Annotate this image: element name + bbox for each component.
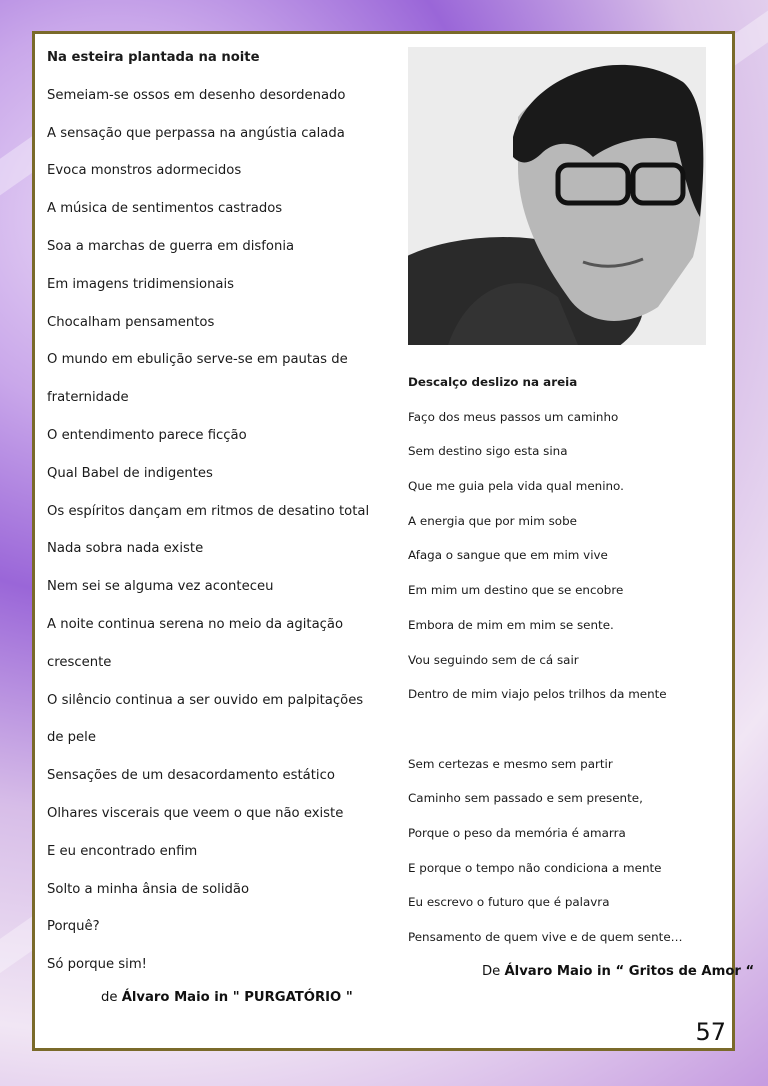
poem-line: Chocalham pensamentos bbox=[47, 314, 215, 330]
poem-line: E eu encontrado enfim bbox=[47, 843, 198, 859]
poem-line: Que me guia pela vida qual menino. bbox=[408, 479, 624, 494]
poem-line: de pele bbox=[47, 730, 96, 746]
poem-line: O silêncio continua a ser ouvido em palpitações bbox=[47, 692, 364, 708]
stanza-gap bbox=[408, 721, 728, 756]
right-poem-stanza-1 bbox=[408, 409, 728, 721]
poem-line: Eu escrevo o futuro que é palavra bbox=[408, 895, 610, 910]
poem-line: Faço dos meus passos um caminho bbox=[408, 409, 619, 424]
poem-line: Dentro de mim viajo pelos trilhos da mente bbox=[408, 687, 667, 702]
left-poem bbox=[47, 48, 377, 993]
poem-line: Solto a minha ânsia de solidão bbox=[47, 881, 250, 897]
poem-line: Embora de mim em mim se sente. bbox=[408, 617, 614, 632]
poem-line: A sensação que perpassa na angústia calada bbox=[47, 125, 345, 141]
poem-line: Qual Babel de indigentes bbox=[47, 465, 213, 481]
left-poem-signature: de Álvaro Maio in " PURGATÓRIO " bbox=[101, 990, 353, 1005]
poem-line: O entendimento parece ficção bbox=[47, 427, 247, 443]
book-page bbox=[32, 31, 755, 1051]
poem-line: fraternidade bbox=[47, 390, 129, 406]
right-poem bbox=[408, 374, 755, 979]
poem-line: Sem destino sigo esta sina bbox=[408, 444, 568, 459]
right-poem-stanza-2 bbox=[408, 756, 728, 964]
poem-line: Pensamento de quem vive e de quem sente… bbox=[408, 930, 683, 944]
right-poem-title: Descalço deslizo na areia bbox=[408, 375, 578, 389]
poem-line: Porque o peso da memória é amarra bbox=[408, 825, 626, 840]
poem-line: Só porque sim! bbox=[47, 957, 147, 973]
author-portrait-image bbox=[408, 47, 706, 345]
poem-line: Soa a marchas de guerra em disfonia bbox=[47, 238, 295, 254]
poem-line: Sem certezas e mesmo sem partir bbox=[408, 756, 613, 771]
poem-line: Nada sobra nada existe bbox=[47, 541, 204, 557]
poem-line: Caminho sem passado e sem presente, bbox=[408, 791, 643, 806]
poem-line: A música de sentimentos castrados bbox=[47, 201, 283, 217]
poem-line: A noite continua serena no meio da agitação bbox=[47, 616, 344, 632]
left-poem-title: Na esteira plantada na noite bbox=[47, 50, 260, 65]
poem-line: Semeiam-se ossos em desenho desordenado bbox=[47, 87, 346, 103]
author-photo bbox=[408, 47, 706, 345]
poem-line: Evoca monstros adormecidos bbox=[47, 163, 242, 179]
poem-line: Olhares viscerais que veem o que não existe bbox=[47, 805, 344, 821]
poem-line: Vou seguindo sem de cá sair bbox=[408, 652, 579, 667]
left-poem-lines bbox=[47, 86, 377, 993]
poem-line: crescente bbox=[47, 654, 112, 670]
poem-line: O mundo em ebulição serve-se em pautas de bbox=[47, 352, 348, 368]
poem-line: Em mim um destino que se encobre bbox=[408, 583, 624, 598]
poem-line: Os espíritos dançam em ritmos de desatino total bbox=[47, 503, 370, 519]
poem-line: A energia que por mim sobe bbox=[408, 513, 577, 528]
right-poem-signature: De Álvaro Maio in “ Gritos de Amor “ bbox=[482, 964, 755, 979]
page-number: 57 bbox=[695, 1018, 726, 1046]
poem-line: Afaga o sangue que em mim vive bbox=[408, 548, 608, 563]
poem-line: Em imagens tridimensionais bbox=[47, 276, 235, 292]
poem-line: E porque o tempo não condiciona a mente bbox=[408, 860, 662, 875]
poem-line: Porquê? bbox=[47, 919, 100, 935]
poem-line: Sensações de um desacordamento estático bbox=[47, 768, 335, 784]
poem-line: Nem sei se alguma vez aconteceu bbox=[47, 579, 274, 595]
